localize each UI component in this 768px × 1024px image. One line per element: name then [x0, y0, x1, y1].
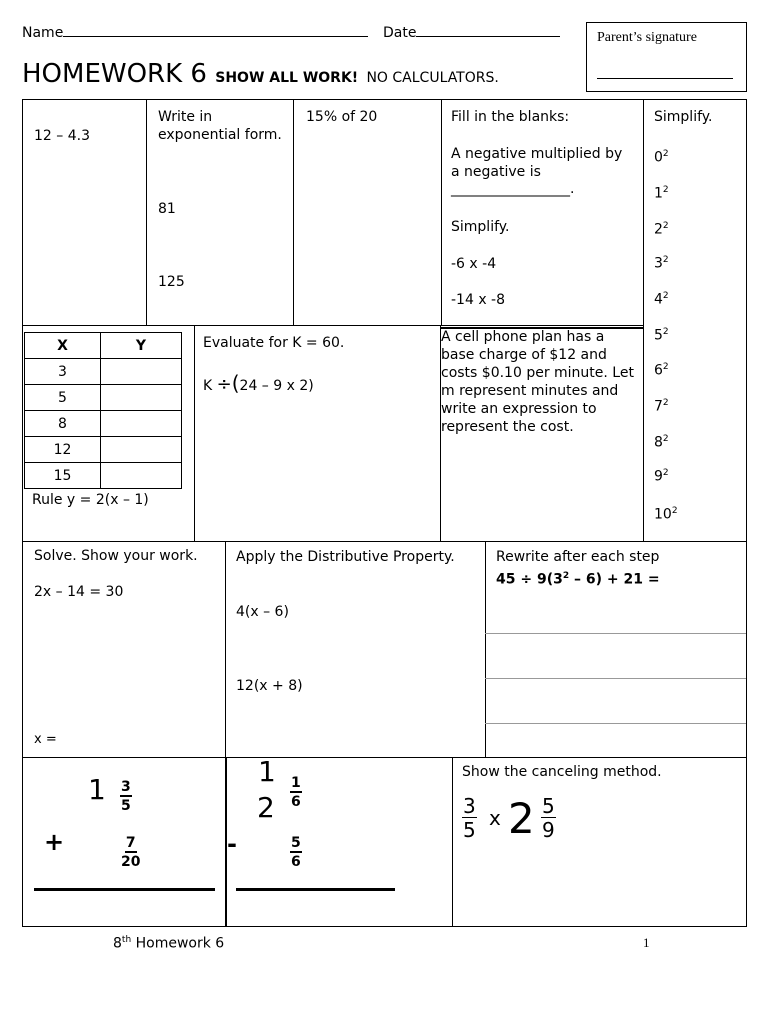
square-base: 10 — [654, 506, 672, 523]
fraction-3-5 — [120, 779, 132, 815]
order-of-operations-expression — [496, 567, 660, 589]
numerator: 7 — [125, 835, 136, 851]
square-exponent: 2 — [662, 434, 669, 444]
x-cell: 12 — [25, 437, 101, 463]
grid-line — [22, 325, 194, 326]
percent-problem: 15% of 20 — [306, 109, 378, 125]
square-exponent: 2 — [662, 149, 669, 159]
answer-line — [485, 723, 746, 724]
fill-blanks-prompt: Fill in the blanks: — [451, 109, 570, 125]
square-exponent: 2 — [662, 221, 669, 231]
multiply-problem-1: -6 x -4 — [451, 256, 497, 272]
table-row — [25, 411, 182, 437]
expr-part: – 6) + 21 = — [569, 571, 660, 588]
squares-title: Simplify. — [654, 109, 713, 125]
square-item — [654, 394, 669, 416]
square-exponent: 2 — [662, 468, 669, 478]
page-title — [22, 58, 499, 94]
times-sign: x — [489, 806, 501, 830]
square-exponent: 2 — [662, 255, 669, 265]
date-blank[interactable] — [416, 23, 560, 37]
name-blank[interactable] — [63, 23, 368, 37]
table-rule: Rule y = 2(x – 1) — [32, 492, 149, 508]
evaluate-expression — [203, 371, 314, 395]
fill-blank-line[interactable]: _________________. — [451, 181, 575, 197]
square-base: 8 — [654, 434, 663, 451]
fraction-1-6 — [290, 775, 302, 811]
minus-sign: - — [227, 830, 237, 858]
footer-title: Homework 6 — [131, 935, 225, 952]
mixed-whole-1: 1 — [88, 773, 106, 806]
table-header-x: X — [25, 333, 101, 359]
open-paren: ( — [231, 371, 240, 395]
table-row — [25, 463, 182, 489]
y-cell[interactable] — [101, 411, 182, 437]
solve-prompt: Solve. Show your work. — [34, 548, 198, 564]
divide-sign: ÷ — [216, 374, 232, 395]
subtract-decimal-problem: 12 – 4.3 — [34, 128, 90, 144]
square-item — [654, 287, 669, 309]
y-cell[interactable] — [101, 463, 182, 489]
fill-blanks-statement: A negative multiplied by a negative is — [451, 146, 623, 180]
fraction-5-6 — [290, 835, 302, 871]
square-base: 3 — [654, 255, 663, 272]
grid-line — [441, 99, 442, 325]
date-label: Date — [383, 25, 417, 41]
evaluate-k: K — [203, 378, 213, 394]
square-item — [654, 251, 669, 273]
expr-exponent: 2 — [562, 571, 570, 581]
multiply-problem-2: -14 x -8 — [451, 292, 506, 308]
footer-grade: 8 — [113, 935, 122, 952]
sum-line — [34, 888, 215, 891]
square-base: 2 — [654, 221, 663, 238]
grid-line — [22, 757, 747, 758]
square-item — [654, 358, 669, 380]
grid-line — [22, 99, 747, 100]
square-item — [654, 464, 669, 486]
footer-label — [113, 931, 224, 953]
denominator: 9 — [542, 818, 555, 842]
table-row — [25, 385, 182, 411]
title-text: HOMEWORK 6 — [22, 59, 207, 89]
borrow-one: 1 — [258, 755, 276, 788]
parent-signature-label: Parent’s signature — [597, 30, 697, 45]
x-cell: 5 — [25, 385, 101, 411]
table-row — [25, 359, 182, 385]
parent-signature-box[interactable] — [586, 22, 747, 92]
mixed-whole-2: 2 — [257, 791, 275, 824]
fraction-3-5-large — [462, 795, 477, 842]
x-cell: 3 — [25, 359, 101, 385]
grid-line — [746, 99, 747, 927]
square-base: 9 — [654, 468, 663, 485]
parent-signature-line[interactable] — [597, 78, 733, 79]
numerator: 3 — [463, 794, 476, 818]
grid-line — [22, 541, 747, 542]
square-exponent: 2 — [662, 291, 669, 301]
x-cell: 8 — [25, 411, 101, 437]
distributive-expr-2: 12(x + 8) — [236, 678, 303, 694]
square-base: 1 — [654, 185, 663, 202]
square-exponent: 2 — [662, 398, 669, 408]
table-header-row — [25, 333, 182, 359]
difference-line — [236, 888, 395, 891]
numerator: 5 — [542, 794, 555, 818]
xy-table — [24, 332, 182, 489]
x-cell: 15 — [25, 463, 101, 489]
canceling-prompt: Show the canceling method. — [462, 764, 662, 780]
distributive-prompt: Apply the Distributive Property. — [236, 549, 455, 565]
square-base: 5 — [654, 327, 663, 344]
numerator: 3 — [121, 779, 131, 795]
grid-line — [485, 541, 486, 757]
square-item — [654, 323, 669, 345]
grid-line — [225, 541, 226, 757]
grid-line — [194, 325, 195, 541]
evaluate-prompt: Evaluate for K = 60. — [203, 335, 345, 351]
square-item — [654, 181, 669, 203]
footer-grade-sup: th — [121, 935, 132, 945]
exponential-form-prompt: Write in exponential form. — [158, 109, 282, 143]
grid-line — [452, 757, 453, 927]
expr-part: 45 ÷ 9(3 — [496, 571, 563, 588]
square-exponent: 2 — [671, 506, 678, 516]
y-cell[interactable] — [101, 437, 182, 463]
grid-line — [194, 325, 643, 326]
answer-line — [485, 633, 746, 634]
date-field[interactable] — [383, 23, 560, 42]
numerator: 1 — [291, 775, 301, 791]
name-field[interactable] — [22, 23, 368, 42]
square-exponent: 2 — [662, 362, 669, 372]
evaluate-rest: 24 – 9 x 2) — [239, 378, 314, 394]
denominator: 20 — [121, 854, 141, 870]
square-item — [654, 502, 678, 524]
cell-phone-problem: A cell phone plan has a base charge of $12 and costs $0.10 per minute. Let m represent minutes and write an expression to represent the cost. — [441, 329, 634, 435]
answer-line — [485, 678, 746, 679]
table-header-y: Y — [101, 333, 182, 359]
square-exponent: 2 — [662, 185, 669, 195]
exponential-item-125: 125 — [158, 274, 185, 290]
fraction-7-20 — [121, 835, 140, 871]
square-item — [654, 430, 669, 452]
grid-line — [643, 99, 644, 542]
square-item — [654, 217, 669, 239]
denominator: 6 — [291, 854, 301, 870]
y-cell[interactable] — [101, 385, 182, 411]
show-all-work-text: SHOW ALL WORK! — [215, 70, 359, 86]
square-item — [654, 145, 669, 167]
solve-equation: 2x – 14 = 30 — [34, 584, 124, 600]
rewrite-prompt: Rewrite after each step — [496, 549, 660, 565]
square-exponent: 2 — [662, 327, 669, 337]
distributive-expr-1: 4(x – 6) — [236, 604, 289, 620]
solve-answer[interactable]: x = — [34, 732, 57, 747]
grid-line — [22, 99, 23, 927]
plus-sign: + — [44, 828, 65, 856]
simplify-label: Simplify. — [451, 219, 510, 235]
name-label: Name — [22, 25, 64, 41]
numerator: 5 — [291, 835, 301, 851]
denominator: 5 — [121, 798, 131, 814]
exponential-item-81: 81 — [158, 201, 176, 217]
y-cell[interactable] — [101, 359, 182, 385]
denominator: 5 — [463, 818, 476, 842]
square-base: 4 — [654, 291, 663, 308]
square-base: 6 — [654, 362, 663, 379]
mixed-whole-3: 2 — [508, 794, 535, 843]
square-base: 0 — [654, 149, 663, 166]
no-calculators-text: NO CALCULATORS. — [366, 70, 499, 86]
grid-line — [22, 926, 747, 927]
page-number: 1 — [643, 935, 650, 950]
grid-line — [146, 99, 147, 325]
square-base: 7 — [654, 398, 663, 415]
table-row — [25, 437, 182, 463]
denominator: 6 — [291, 794, 301, 810]
grid-line — [293, 99, 294, 325]
fraction-5-9 — [541, 795, 556, 842]
